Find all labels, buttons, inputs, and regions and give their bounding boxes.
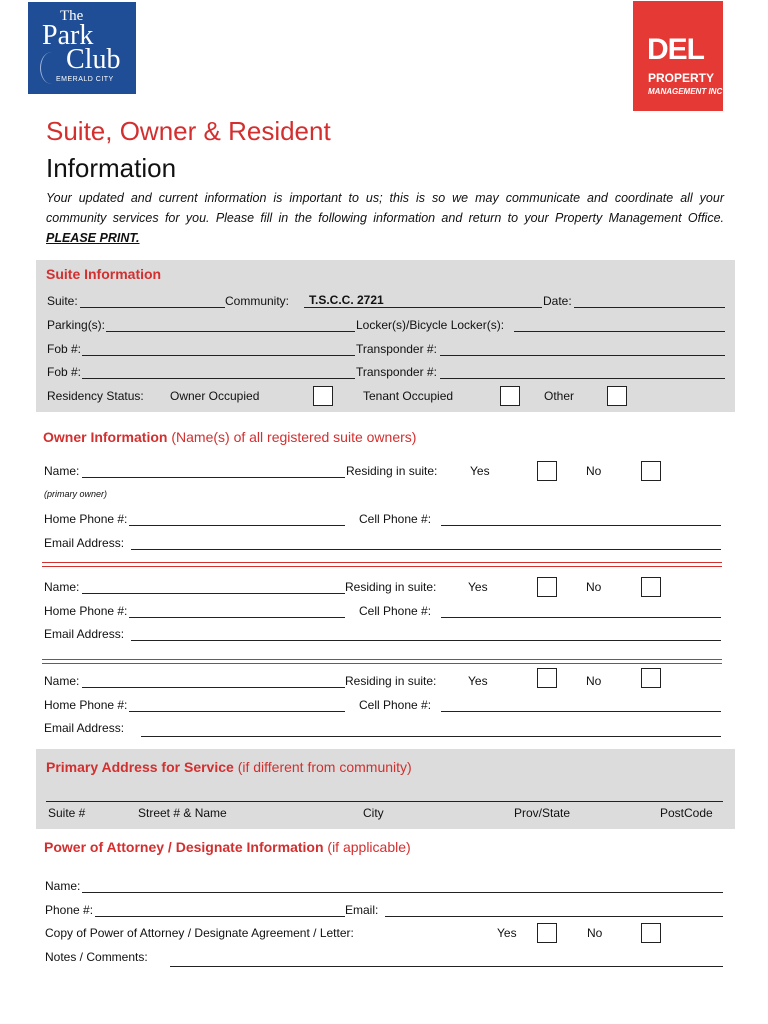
poa-email-field[interactable] bbox=[385, 916, 723, 917]
primary-address-heading: Primary Address for Service (if different from community) bbox=[46, 759, 412, 775]
page-title: Suite, Owner & Resident bbox=[46, 116, 331, 146]
poa-copy-no-checkbox[interactable] bbox=[641, 923, 661, 943]
transponder-field-1[interactable] bbox=[440, 355, 725, 356]
locker-field[interactable] bbox=[514, 331, 725, 332]
owner3-cell-phone-field[interactable] bbox=[441, 711, 721, 712]
poa-phone-field[interactable] bbox=[95, 916, 345, 917]
poa-copy-yes-checkbox[interactable] bbox=[537, 923, 557, 943]
owner2-email-field[interactable] bbox=[131, 640, 721, 641]
owner1-cell-phone-field[interactable] bbox=[441, 525, 721, 526]
owner3-email-field[interactable] bbox=[141, 736, 721, 737]
primary-address-field[interactable] bbox=[46, 801, 723, 802]
floral-emblem-icon bbox=[40, 52, 63, 84]
owner-divider-2 bbox=[42, 659, 722, 664]
owner-occupied-checkbox[interactable] bbox=[313, 386, 333, 406]
poa-name-field[interactable] bbox=[82, 892, 723, 893]
other-checkbox[interactable] bbox=[607, 386, 627, 406]
del-property-logo: DEL PROPERTY MANAGEMENT INC bbox=[633, 1, 723, 111]
page-subtitle: Information bbox=[46, 153, 177, 183]
poa-notes-field[interactable] bbox=[170, 966, 723, 967]
owner2-residing-yes-checkbox[interactable] bbox=[537, 577, 557, 597]
date-field[interactable] bbox=[574, 307, 725, 308]
owner1-residing-no-checkbox[interactable] bbox=[641, 461, 661, 481]
owner2-name-field[interactable] bbox=[82, 593, 345, 594]
fob-field-1[interactable] bbox=[82, 355, 355, 356]
owner1-home-phone-field[interactable] bbox=[129, 525, 345, 526]
owner3-name-field[interactable] bbox=[82, 687, 345, 688]
tenant-occupied-checkbox[interactable] bbox=[500, 386, 520, 406]
park-club-logo: The Park Club EMERALD CITY bbox=[28, 2, 136, 94]
suite-field[interactable] bbox=[80, 307, 225, 308]
owner-info-heading: Owner Information (Name(s) of all registered suite owners) bbox=[43, 429, 417, 445]
poa-heading: Power of Attorney / Designate Information (if applicable) bbox=[44, 839, 411, 855]
owner2-home-phone-field[interactable] bbox=[129, 617, 345, 618]
transponder-field-2[interactable] bbox=[440, 378, 725, 379]
owner3-home-phone-field[interactable] bbox=[129, 711, 345, 712]
fob-field-2[interactable] bbox=[82, 378, 355, 379]
owner-divider-1 bbox=[42, 562, 722, 567]
owner1-name-field[interactable] bbox=[82, 477, 345, 478]
intro-paragraph: Your updated and current information is important to us; this is so we may communicate and coordinate all your community services for you. Please fill in the following information and return to your Property Management Office. PLEASE PRINT. bbox=[46, 191, 724, 245]
suite-info-heading: Suite Information bbox=[46, 266, 162, 282]
owner3-residing-no-checkbox[interactable] bbox=[641, 668, 661, 688]
owner2-cell-phone-field[interactable] bbox=[441, 617, 721, 618]
owner3-residing-yes-checkbox[interactable] bbox=[537, 668, 557, 688]
owner1-email-field[interactable] bbox=[131, 549, 721, 550]
community-field[interactable] bbox=[304, 307, 542, 308]
parking-field[interactable] bbox=[106, 331, 355, 332]
owner2-residing-no-checkbox[interactable] bbox=[641, 577, 661, 597]
owner1-residing-yes-checkbox[interactable] bbox=[537, 461, 557, 481]
